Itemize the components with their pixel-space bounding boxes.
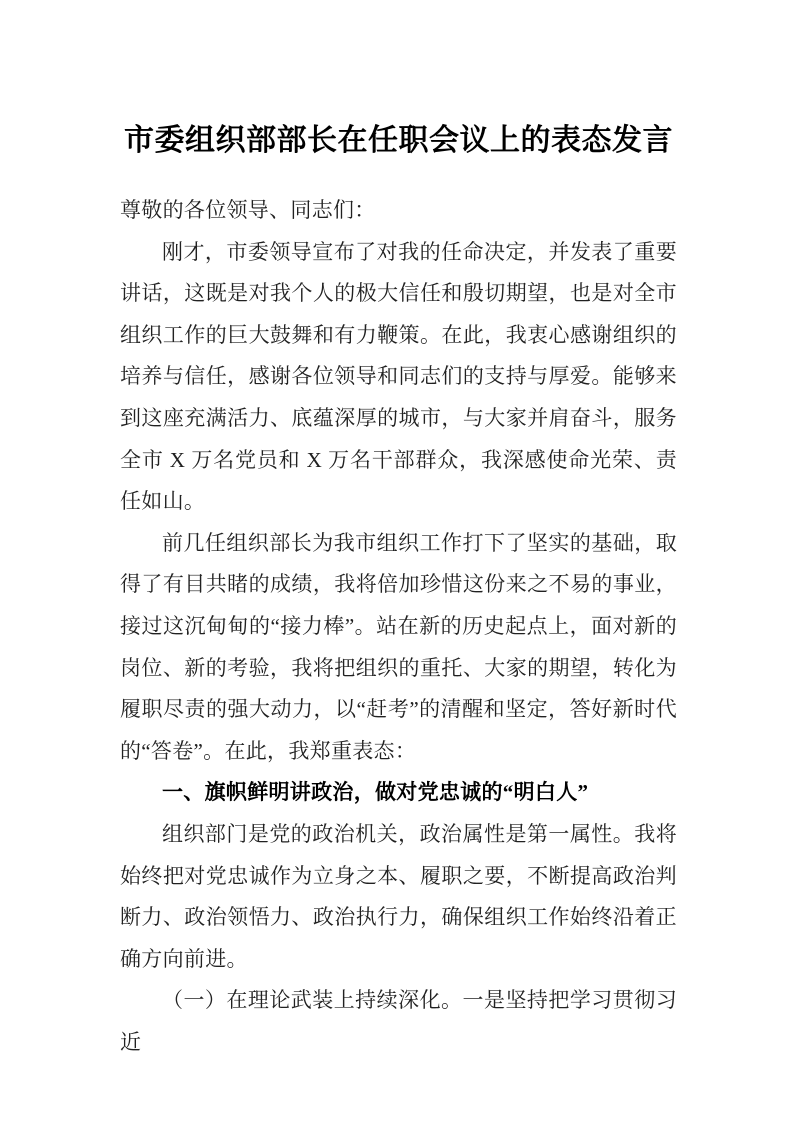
paragraph-political-attribute: 组织部门是党的政治机关，政治属性是第一属性。我将始终把对党忠诚作为立身之本、履职之要，不断提高政治判断力、政治领悟力、政治执行力，确保组织工作始终沿着正确方向前进。 (120, 821, 677, 971)
paragraph-opening-thanks: 刚才，市委领导宣布了对我的任命决定，并发表了重要讲话，这既是对我个人的极大信任和殷切期望，也是对全市组织工作的巨大鼓舞和有力鞭策。在此，我衷心感谢组织的培养与信任，感谢各位领导和同志们的支持与厚爱。能够来到这座充满活力、底蕴深厚的城市，与大家并肩奋斗，服务全市 X 万名党员和 X 万名干部群众，我深感使命光荣、责任如山。 (120, 239, 677, 514)
document-body (120, 190, 677, 1063)
document-title: 市委组织部部长在任职会议上的表态发言 (124, 124, 673, 157)
salutation-line: 尊敬的各位领导、同志们： (120, 198, 376, 222)
section-heading-political-loyalty: 一、旗帜鲜明讲政治，做对党忠诚的“明白人” (162, 780, 589, 805)
paragraph-commitment: 前几任组织部长为我市组织工作打下了坚实的基础，取得了有目共睹的成绩，我将倍加珍惜这份来之不易的事业，接过这沉甸甸的“接力棒”。站在新的历史起点上，面对新的岗位、新的考验，我将把组织的重托、大家的期望，转化为履职尽责的强大动力，以“赶考”的清醒和坚定，答好新时代的“答卷”。在此，我郑重表态： (120, 530, 677, 763)
paragraph-theory-armament-truncated: （一）在理论武装上持续深化。一是坚持把学习贯彻习近 (120, 988, 677, 1054)
